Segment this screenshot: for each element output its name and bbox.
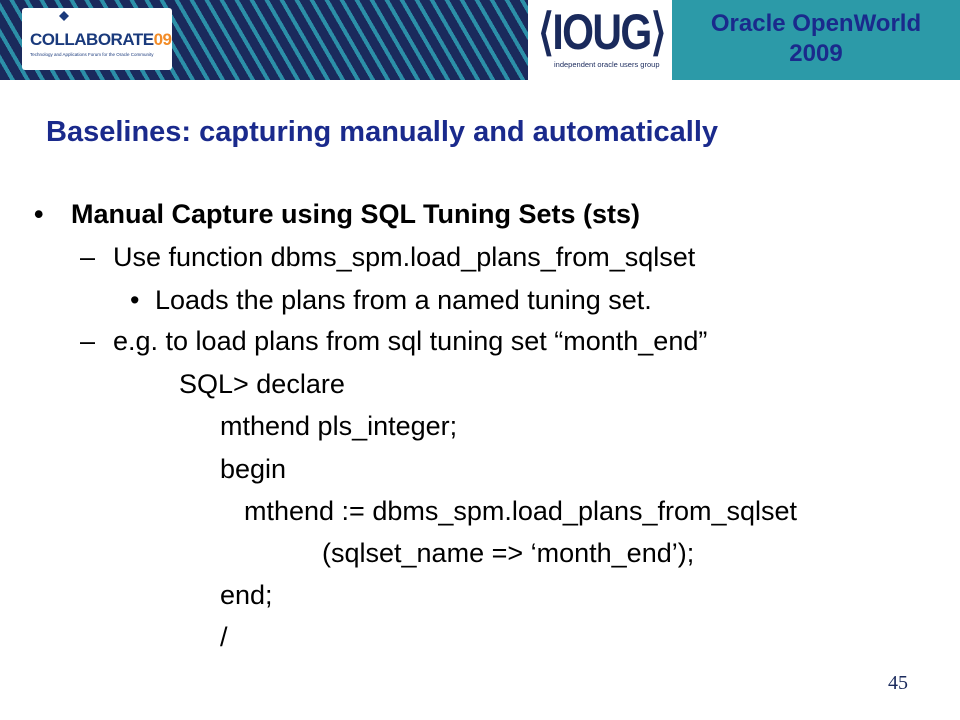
ioug-tagline: independent oracle users group — [554, 60, 660, 69]
event-line-2: 2009 — [789, 40, 843, 67]
bullet-glyph-2: • — [130, 285, 140, 315]
code-line-1: SQL> declare — [179, 369, 345, 399]
ioug-logo — [528, 0, 672, 80]
sub-bullet-2: e.g. to load plans from sql tuning set “month_end” — [113, 326, 708, 356]
event-line-1: Oracle OpenWorld — [710, 10, 922, 37]
diamond-icon — [59, 11, 69, 21]
page-number: 45 — [888, 672, 908, 694]
collaborate-logo-name: COLLABORATE09 — [30, 30, 172, 49]
collaborate-tagline: Technology and Applications Forum for the Oracle Community — [30, 52, 154, 57]
sub-sub-bullet-1: Loads the plans from a named tuning set. — [155, 285, 652, 315]
collaborate-logo — [22, 8, 172, 70]
code-line-4: mthend := dbms_spm.load_plans_from_sqlset — [244, 496, 798, 526]
code-line-6: end; — [220, 580, 273, 610]
sub-bullet-1: Use function dbms_spm.load_plans_from_sqlset — [113, 242, 696, 272]
code-line-2: mthend pls_integer; — [220, 411, 458, 441]
event-name — [672, 9, 960, 69]
bullet-main: Manual Capture using SQL Tuning Sets (sts) — [71, 199, 641, 229]
code-line-5: (sqlset_name => ‘month_end’); — [322, 538, 695, 568]
code-line-7: / — [220, 622, 228, 652]
ioug-logo-text: ⟨IOUG⟩ — [538, 4, 665, 60]
code-line-3: begin — [220, 454, 287, 484]
slide-title: Baselines: capturing manually and automatically — [46, 116, 719, 148]
bullet-glyph: • — [34, 199, 44, 229]
header-banner — [0, 0, 960, 80]
dash-glyph-2: – — [80, 326, 96, 356]
dash-glyph-1: – — [80, 242, 96, 272]
event-badge — [672, 0, 960, 80]
